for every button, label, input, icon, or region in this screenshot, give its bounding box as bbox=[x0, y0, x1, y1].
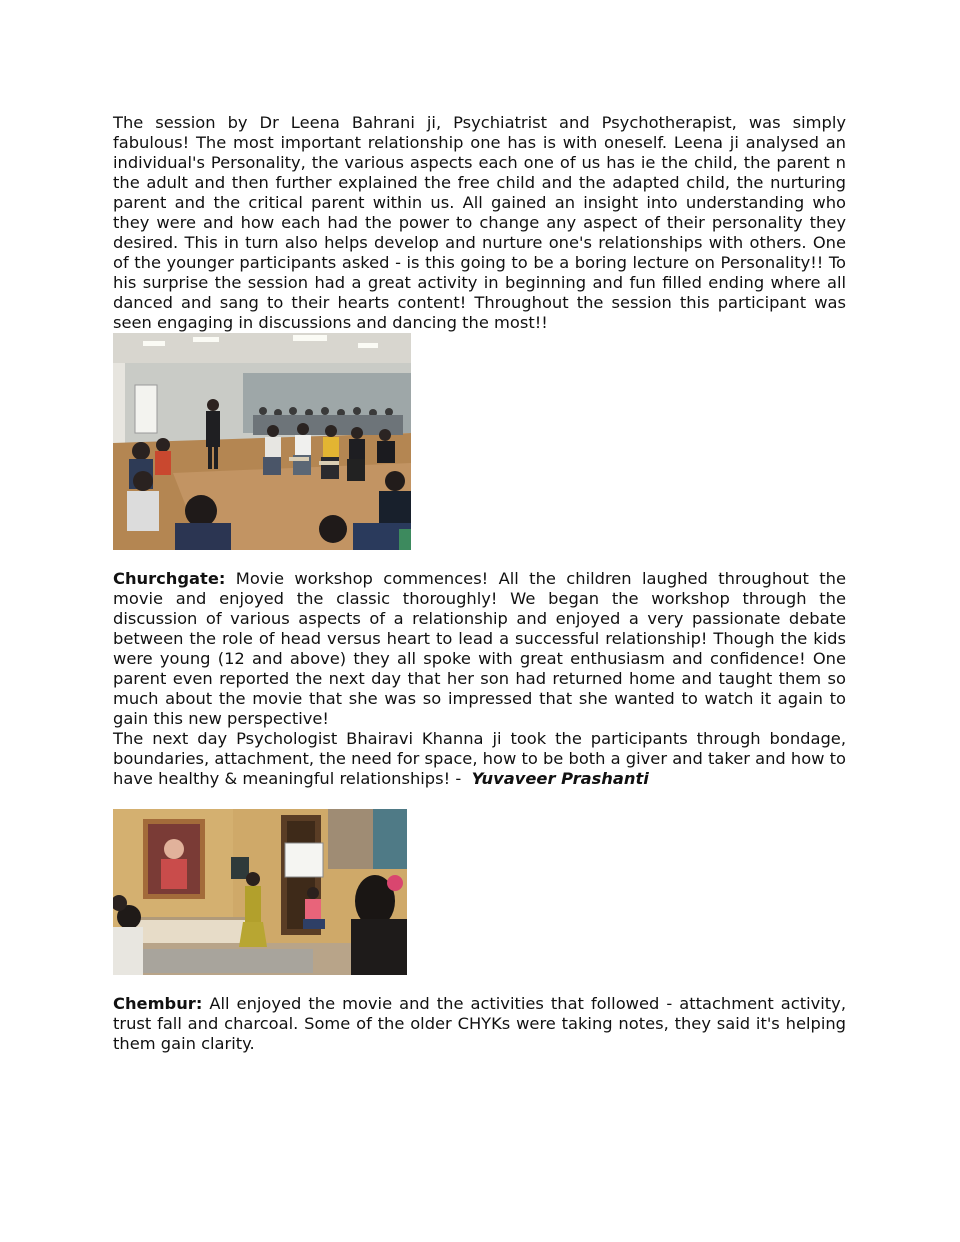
churchgate-label: Churchgate: bbox=[113, 569, 226, 588]
document-page bbox=[113, 113, 852, 1054]
session-photo-hall bbox=[113, 333, 411, 550]
chembur-label: Chembur: bbox=[113, 994, 203, 1013]
author-signature: Yuvaveer Prashanti bbox=[471, 769, 649, 788]
churchgate-text: Movie workshop commences! All the children laughed throughout the movie and enjoyed the classic thoroughly! We began the workshop through the discussion of various aspects of a relationship and enjoyed a very passionate debate between the role of head versus heart to lead a successful relationship! Though the kids were young (12 and above) they all spoke with great enthusiasm and confidence! One parent even reported the next day that her son had returned home and taught them so much about the movie that she was so impressed that she wanted to watch it again to gain this new perspective! bbox=[113, 569, 846, 728]
intro-paragraph: The session by Dr Leena Bahrani ji, Psychiatrist and Psychotherapist, was simply fabulous! The most important relationship one has is with oneself. Leena ji analysed an individual's Personality, the various aspects each one of us has ie the child, the parent n the adult and then further explained the free child and the adapted child, the nurturing parent and the critical parent within us. All gained an insight into understanding who they were and how each had the power to change any aspect of their personality they desired. This in turn also helps develop and nurture one's relationships with others. One of the younger participants asked - is this going to be a boring lecture on Personality!! To his surprise the session had a great activity in beginning and fun filled ending where all danced and sang to their hearts content! Throughout the session this participant was seen engaging in discussions and dancing the most!! bbox=[113, 113, 846, 332]
chembur-text: All enjoyed the movie and the activities that followed - attachment activity, trust fall and charcoal. Some of the older CHYKs were taking notes, they said it's helping them gain clarity. bbox=[113, 994, 846, 1053]
nextday-paragraph bbox=[113, 729, 852, 789]
nextday-text: The next day Psychologist Bhairavi Khanna ji took the participants through bondage, boundaries, attachment, the need for space, how to be both a giver and taker and how to have healthy & meaningful relationships! - bbox=[113, 729, 852, 788]
churchgate-paragraph bbox=[113, 569, 846, 729]
session-photo-room bbox=[113, 809, 407, 975]
chembur-paragraph bbox=[113, 994, 846, 1054]
